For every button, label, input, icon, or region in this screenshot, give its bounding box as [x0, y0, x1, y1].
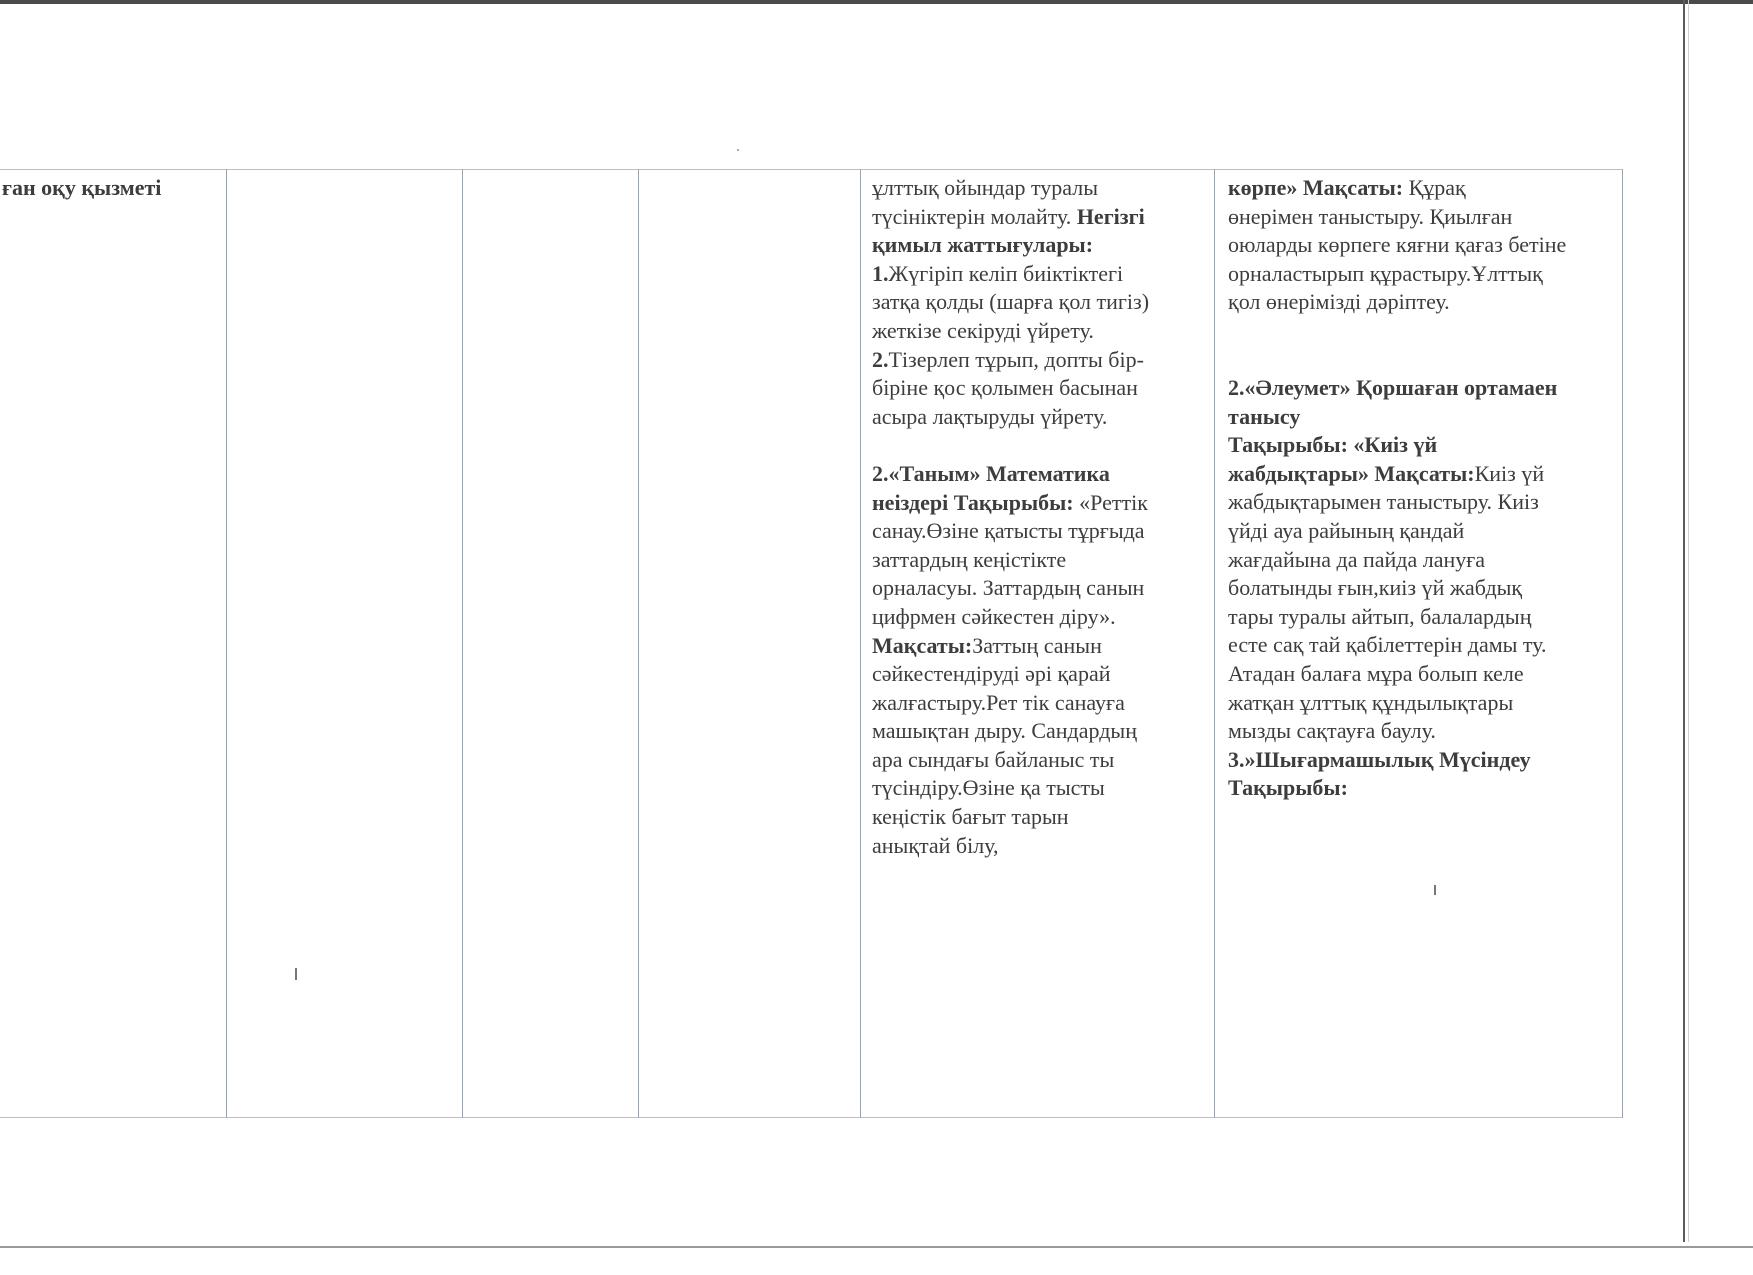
bold-text: Негізгі қимыл жаттығулары:: [872, 203, 1145, 258]
paragraph: [872, 174, 1208, 260]
column-divider: [638, 169, 639, 1118]
list-number: 1.: [872, 260, 889, 286]
column-divider: [860, 169, 861, 1118]
text: Заттың санын сәйкестендіруді әрі қарай жалғастыру.Рет тік санауға машықтан дыру. Сандардың ара сындағы байланыс ты түсіндіру.Өзіне қа тысты кеңістік бағыт тарын анықтай білу,: [872, 632, 1137, 858]
column-divider: [1622, 169, 1623, 1118]
table-top-border: [0, 169, 1623, 170]
paragraph: [872, 460, 1208, 632]
scan-edge-right-shadow: [1688, 0, 1689, 1242]
table-cell-header: [2, 174, 222, 203]
list-number: 2.: [872, 346, 889, 372]
paragraph: [872, 632, 1208, 861]
bold-text: 2.«Таным» Математика неіздері Тақырыбы:: [872, 460, 1110, 515]
scan-speck: [737, 149, 739, 151]
bold-text: көрпе» Мақсаты:: [1228, 175, 1409, 200]
paragraph: [1228, 174, 1618, 317]
paragraph: [1228, 374, 1618, 746]
bold-text: 2.«Әлеумет» Қоршаған ортамаен танысу Тақырыбы: «Киіз үй жабдықтары» Мақсаты:: [1228, 374, 1558, 486]
table-cell-activities: [872, 174, 1208, 860]
column-divider: [1214, 169, 1215, 1118]
paragraph: [872, 260, 1208, 346]
row-header-text: ған оқу қызметі: [2, 175, 162, 200]
text: ұлттық ойындар туралы түсініктерін молайту.: [872, 175, 1099, 229]
text: Жүгіріп келіп биіктіктегі затқа қолды (шарға қол тигіз) жеткізе секіруді үйрету.: [872, 260, 1150, 343]
scan-edge-top: [0, 0, 1753, 4]
text: Киіз үй жабдықтарымен таныстыру. Киіз үйді ауа райының қандай жағдайына да пайда лануға болатынды ғын,киіз үй жабдық тары туралы айтып, балалардың есте сақ тай қабілеттерін дамы ту. Атадан балаға мұра болып келе жатқан ұлттық құндылықтары мызды сақтауға баулу.: [1228, 460, 1547, 744]
paragraph: [872, 346, 1208, 432]
scan-edge-bottom: [0, 1246, 1753, 1248]
column-divider: [462, 169, 463, 1118]
bold-text: 3.»Шығармашылық Мүсіндеу Тақырыбы:: [1228, 746, 1531, 801]
text: Құрақ өнерімен таныстыру. Қиылған оюларды көрпеге кяғни қағаз бетіне орналастырып құрастыру.Ұлттық қол өнерімізді дәріптеу.: [1228, 175, 1567, 315]
table-bottom-border: [0, 1117, 1623, 1118]
column-divider: [226, 169, 227, 1118]
bold-text: Мақсаты:: [872, 632, 973, 658]
text: Тізерлеп тұрып, допты бір- біріне қос қолымен басынан асыра лақтыруды үйрету.: [872, 346, 1144, 429]
scan-speck: [1434, 885, 1436, 895]
table-cell-activities-2: [1228, 174, 1618, 803]
scan-edge-right: [1683, 0, 1685, 1242]
scan-speck: [295, 968, 297, 980]
text: «Реттік санау.Өзіне қатысты тұрғыда заттардың кеңістікте орналасуы. Заттардың санын цифрмен сәйкестен діру».: [872, 489, 1148, 629]
